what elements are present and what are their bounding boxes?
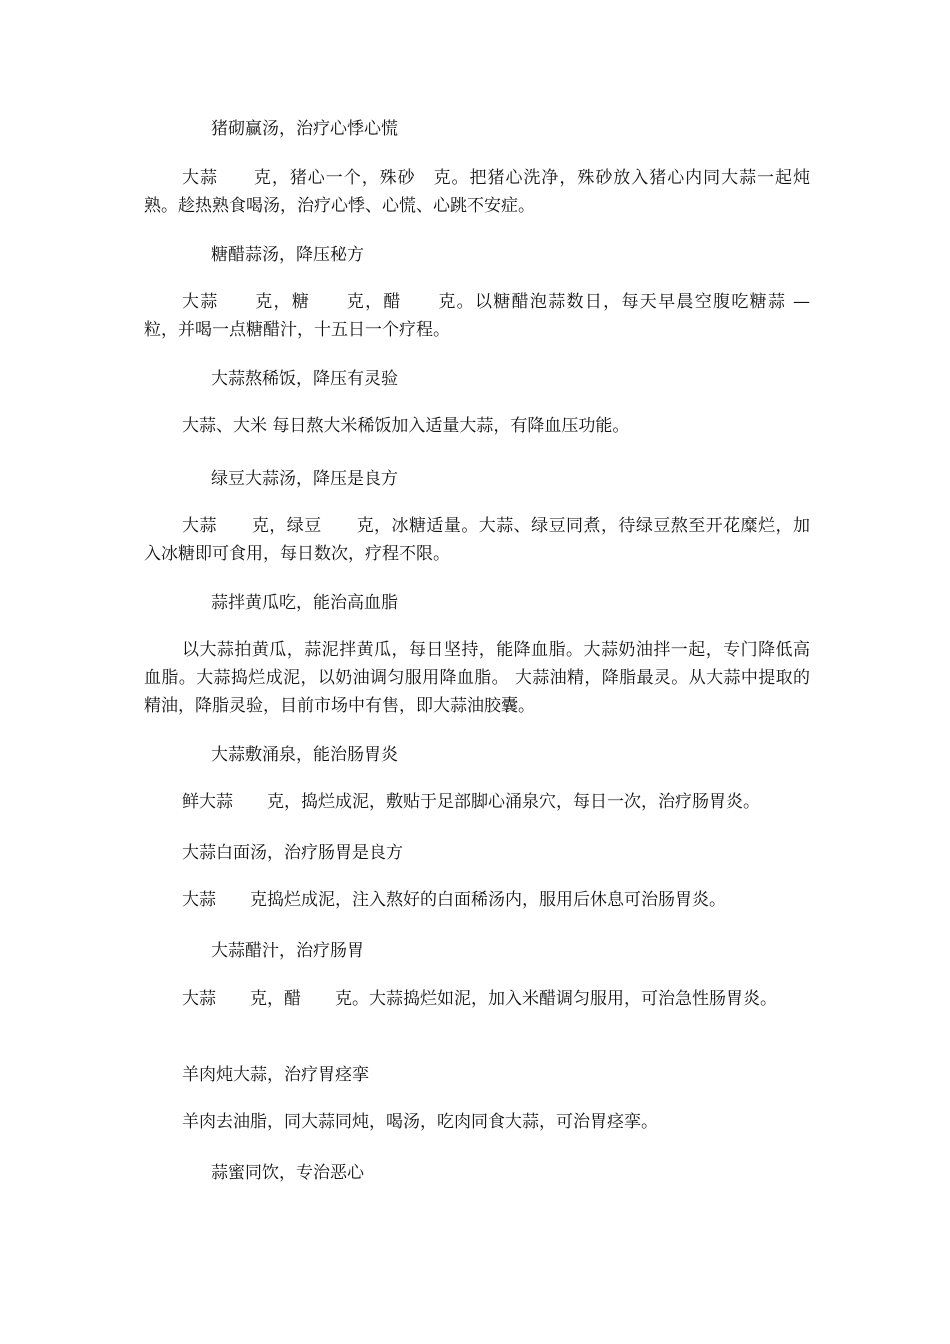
section-heading: 糖醋蒜汤，降压秘方	[211, 245, 364, 265]
section-paragraph: 大蒜 克，糖 克，醋 克。以糖醋泡蒜数日，每天早晨空腹吃糖蒜 — 粒，并喝一点糖醋汁，十五日一个疗程。	[144, 292, 827, 340]
section-heading: 大蒜熬稀饭，降压有灵验	[211, 369, 398, 389]
section-heading: 猪砌赢汤，治疗心悸心慌	[211, 119, 398, 139]
section-heading: 大蒜敷涌泉，能治肠胃炎	[211, 745, 398, 765]
section-heading: 大蒜白面汤，治疗肠胃是良方	[182, 843, 403, 863]
section-paragraph: 大蒜 克捣烂成泥，注入熬好的白面稀汤内，服用后休息可治肠胃炎。	[182, 890, 726, 910]
section-paragraph: 羊肉去油脂，同大蒜同炖，喝汤，吃肉同食大蒜，可治胃痉挛。	[182, 1112, 658, 1132]
section-paragraph: 大蒜 克，猪心一个，殊砂 克。把猪心洗净，殊砂放入猪心内同大蒜一起炖熟。趁热熟食喝汤，治疗心悸、心慌、心跳不安症。	[144, 168, 810, 216]
section-paragraph: 大蒜、大米 每日熬大米稀饭加入适量大蒜，有降血压功能。	[182, 416, 630, 436]
section-paragraph: 大蒜 克，醋 克。大蒜捣烂如泥，加入米醋调匀服用，可治急性肠胃炎。	[182, 989, 777, 1009]
section-heading: 大蒜醋汁，治疗肠胃	[211, 941, 364, 961]
section-heading: 蒜拌黄瓜吃，能治高血脂	[211, 593, 398, 613]
section-paragraph: 以大蒜拍黄瓜，蒜泥拌黄瓜，每日坚持，能降血脂。大蒜奶油拌一起，专门降低高血脂。大蒜捣烂成泥，以奶油调匀服用降血脂。 大蒜油精，降脂最灵。从大蒜中提取的精油，降脂灵验，目前市场中有售，即大蒜油胶囊。	[144, 640, 810, 716]
section-paragraph: 大蒜 克，绿豆 克，冰糖适量。大蒜、绿豆同煮，待绿豆熬至开花糜烂，加入冰糖即可食用，每日数次，疗程不限。	[144, 516, 810, 564]
section-heading: 蒜蜜同饮，专治恶心	[211, 1163, 364, 1183]
section-heading: 羊肉炖大蒜，治疗胃痉挛	[182, 1065, 369, 1085]
section-paragraph: 鲜大蒜 克，捣烂成泥，敷贴于足部脚心涌泉穴，每日一次，治疗肠胃炎。	[182, 792, 760, 812]
section-heading: 绿豆大蒜汤，降压是良方	[211, 469, 398, 489]
